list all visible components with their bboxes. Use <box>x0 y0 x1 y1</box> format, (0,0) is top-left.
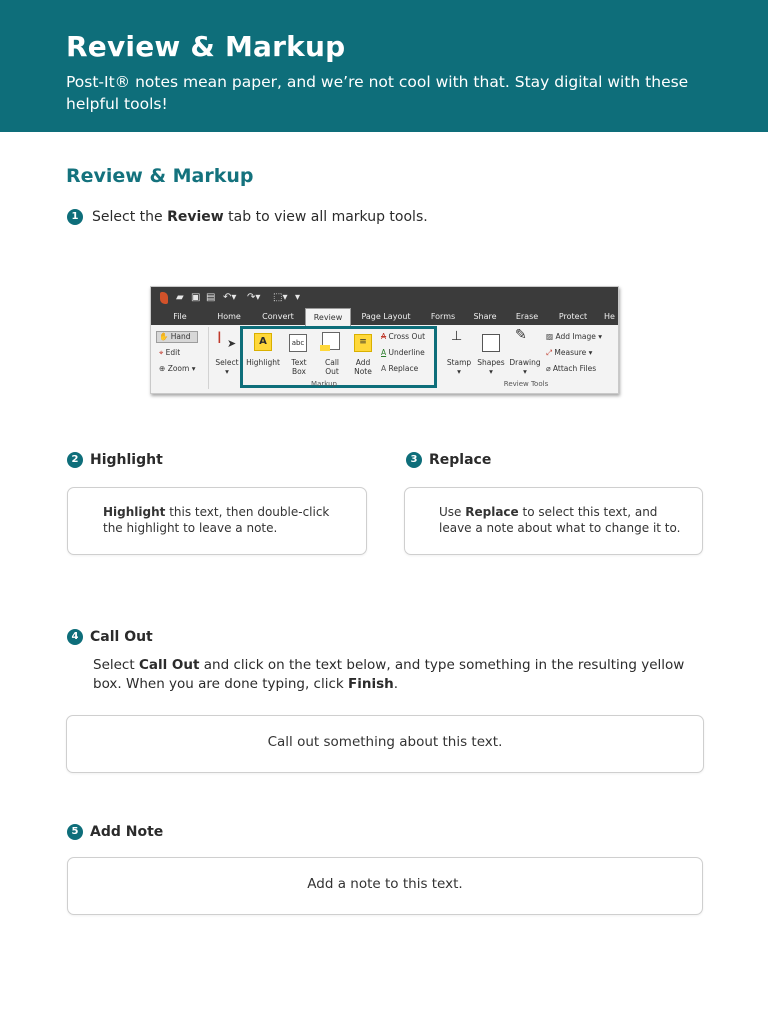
instruction-text: . <box>393 676 399 692</box>
highlight-practice-box[interactable] <box>67 487 367 555</box>
attach-files-label: Attach Files <box>552 364 597 373</box>
highlight-button[interactable] <box>243 358 283 367</box>
shapes-label: Shapes <box>477 358 505 367</box>
drawing-button[interactable]: Drawing ▾ <box>509 358 541 376</box>
step-number: 4 <box>67 629 83 645</box>
select-arrow-icon: ➤ <box>227 337 237 350</box>
replace-text-pre: Use <box>439 505 466 519</box>
step-number: 5 <box>67 824 83 840</box>
instruction-text: Select <box>93 657 139 673</box>
tab-protect[interactable]: Protect <box>558 312 588 321</box>
add-note-label-2: Note <box>354 367 372 376</box>
edit-tool[interactable] <box>159 348 180 357</box>
underline-icon: A <box>381 348 387 357</box>
select-button[interactable]: Select ▾ <box>215 358 239 376</box>
shapes-icon <box>482 334 500 352</box>
paperclip-icon: ⌀ <box>546 364 551 373</box>
shapes-button[interactable]: Shapes ▾ <box>477 358 505 376</box>
banner-title: Review & Markup <box>66 30 346 63</box>
call-out-practice-box[interactable] <box>66 715 704 773</box>
underline-button[interactable] <box>381 348 425 357</box>
add-image-button[interactable]: ▨ Add Image ▾ <box>546 332 603 341</box>
step-4-heading <box>67 629 153 645</box>
drawing-icon: ✎ <box>515 327 527 343</box>
call-out-instructions <box>93 656 693 694</box>
replace-bold: Replace <box>465 505 519 519</box>
select-label: Select <box>215 358 239 367</box>
divider <box>208 327 209 389</box>
measure-label: Measure <box>554 348 587 357</box>
highlight-text: this text, then double-click the highlight to leave a note. <box>103 505 330 535</box>
text-box-label-1: Text <box>291 358 307 367</box>
stamp-label: Stamp <box>446 358 472 367</box>
zoom-icon: ⊕ <box>159 364 166 373</box>
replace-button[interactable] <box>381 364 418 373</box>
tab-review[interactable]: Review <box>305 308 351 327</box>
measure-icon: ⤢ <box>546 348 552 357</box>
hand-tool[interactable] <box>159 332 190 341</box>
tab-help[interactable]: He <box>604 312 615 321</box>
step-5-heading <box>67 824 163 840</box>
image-icon: ▨ <box>546 332 554 341</box>
call-out-yellow-icon <box>320 345 330 351</box>
step-heading-text: Add Note <box>90 824 164 840</box>
zoom-tool[interactable]: ⊕ Zoom ▾ <box>159 364 196 373</box>
add-note-button[interactable] <box>350 358 376 376</box>
text-box-label-2: Box <box>292 367 306 376</box>
replace-practice-text[interactable] <box>439 504 689 536</box>
select-tool-icon: ⬚▾ <box>273 292 288 303</box>
markup-group-label: Markup <box>311 380 337 388</box>
step-number: 1 <box>67 209 83 225</box>
attach-files-button[interactable] <box>546 364 596 373</box>
tab-erase[interactable]: Erase <box>515 312 539 321</box>
call-out-button[interactable] <box>319 358 345 376</box>
highlight-practice-text[interactable] <box>103 504 343 536</box>
redo-icon: ↷▾ <box>247 292 261 303</box>
step-1 <box>67 209 428 225</box>
hand-icon: ✋ <box>159 332 169 341</box>
instruction-bold: Finish <box>348 676 394 692</box>
step-heading-text: Call Out <box>90 629 153 645</box>
select-cursor-icon: I <box>217 328 222 347</box>
highlight-label: Highlight <box>246 358 280 367</box>
tab-page-layout[interactable]: Page Layout <box>361 312 411 321</box>
step-2-heading <box>67 452 163 468</box>
step-text: Select the <box>92 209 168 225</box>
step-heading-text: Highlight <box>90 452 163 468</box>
open-folder-icon: ▰ <box>176 292 184 303</box>
cross-out-icon: A <box>381 332 387 341</box>
banner-subtitle: Post-It® notes mean paper, and we’re not cool with that. Stay digital with these helpful tools! <box>66 73 689 113</box>
text-box-icon: abc <box>289 334 307 352</box>
call-out-practice-text[interactable]: Call out something about this text. <box>267 734 503 750</box>
ribbon-tabs <box>151 309 618 325</box>
call-out-label-1: Call <box>324 358 339 367</box>
replace-practice-box[interactable] <box>404 487 703 555</box>
zoom-label: Zoom <box>167 364 190 373</box>
underline-label: Underline <box>388 348 425 357</box>
measure-button[interactable]: ⤢ Measure ▾ <box>546 348 593 357</box>
add-note-icon: ≡ <box>354 334 372 352</box>
tab-convert[interactable]: Convert <box>262 312 294 321</box>
header-banner <box>0 0 768 132</box>
replace-text: to select this text, and leave a note about what to change it to. <box>439 505 681 535</box>
step-number: 2 <box>67 452 83 468</box>
save-icon: ▣ <box>191 292 201 303</box>
print-icon: ▤ <box>206 292 216 303</box>
add-image-label: Add Image <box>555 332 596 341</box>
review-tools-group-label: Review Tools <box>503 380 549 388</box>
stamp-button[interactable]: Stamp ▾ <box>446 358 472 376</box>
undo-icon: ↶▾ <box>223 292 237 303</box>
step-text-bold: Review <box>167 209 224 225</box>
highlight-icon: A <box>254 333 272 351</box>
quick-access-toolbar <box>151 287 618 309</box>
step-heading-text: Replace <box>429 452 492 468</box>
highlight-bold: Highlight <box>103 505 166 519</box>
ribbon-screenshot <box>150 286 619 394</box>
replace-icon: A <box>381 364 387 373</box>
cross-out-label: Cross Out <box>388 332 426 341</box>
edit-icon: ⌖ <box>159 348 164 357</box>
tab-share[interactable]: Share <box>473 312 497 321</box>
hand-label: Hand <box>170 332 191 341</box>
tab-file[interactable]: File <box>173 312 187 321</box>
add-note-label-1: Add <box>355 358 371 367</box>
app-logo-icon <box>160 292 168 304</box>
edit-label: Edit <box>165 348 181 357</box>
tab-home[interactable]: Home <box>217 312 241 321</box>
tab-forms[interactable]: Forms <box>430 312 456 321</box>
instruction-text: and click on the text below, and type something in the resulting yellow box. When you are done typing, click <box>93 657 685 692</box>
replace-label: Replace <box>388 364 419 373</box>
step-text: tab to view all markup tools. <box>223 209 428 225</box>
section-title: Review & Markup <box>66 165 254 187</box>
text-box-button[interactable] <box>286 358 312 376</box>
add-note-practice-text[interactable]: Add a note to this text. <box>307 876 463 892</box>
instruction-bold: Call Out <box>138 657 200 673</box>
call-out-label-2: Out <box>325 367 339 376</box>
stamp-icon: ⊥ <box>451 329 463 344</box>
cross-out-button[interactable] <box>381 332 425 341</box>
step-3-heading <box>406 452 491 468</box>
customize-icon: ▾ <box>295 292 301 303</box>
add-note-practice-box[interactable] <box>67 857 703 915</box>
step-number: 3 <box>406 452 422 468</box>
drawing-label: Drawing <box>509 358 541 367</box>
